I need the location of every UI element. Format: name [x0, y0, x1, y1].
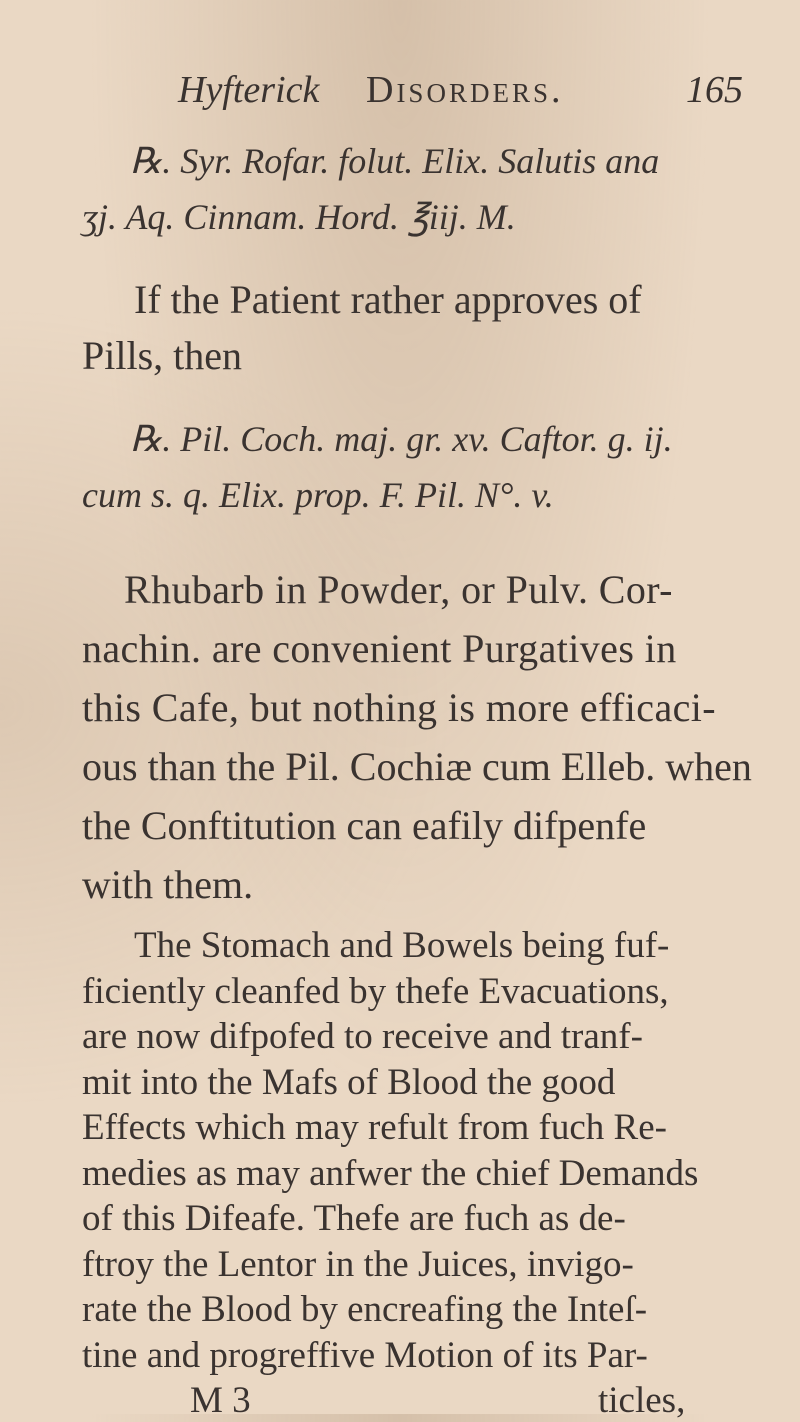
- text-line: ℞. Pil. Coch. maj. gr. xv. Caftor. g. ij.: [130, 419, 673, 459]
- text-line: ous than the Pil. Cochiæ cum Elleb. when: [82, 744, 752, 789]
- text-line: nachin. are convenient Purgatives in: [82, 626, 677, 671]
- text-line: ʒj. Aq. Cinnam. Hord. ℥iij. M.: [82, 197, 516, 237]
- text-line: ficiently cleanfed by thefe Evacuations,: [82, 971, 669, 1012]
- text-line: ℞. Syr. Rofar. folut. Elix. Salutis ana: [130, 141, 660, 181]
- running-title: Hyfterick: [178, 69, 320, 111]
- text-line: mit into the Mafs of Blood the good: [82, 1062, 616, 1103]
- signature-mark: M 3: [190, 1380, 251, 1421]
- text-line: are now difpofed to receive and tranf-: [82, 1016, 643, 1057]
- text-line: the Conftitution can eafily difpenfe: [82, 803, 647, 848]
- text-line: of this Difeafe. Thefe are fuch as de-: [82, 1198, 626, 1239]
- text-line: Effects which may refult from fuch Re-: [82, 1107, 667, 1148]
- page-number: 165: [686, 69, 743, 111]
- section-title: Disorders.: [366, 69, 564, 111]
- text-line: this Cafe, but nothing is more efficaci-: [82, 685, 716, 730]
- text-line: Rhubarb in Powder, or Pulv. Cor-: [124, 567, 673, 612]
- text-line: The Stomach and Bowels being fuf-: [134, 925, 670, 966]
- text-line: ftroy the Lentor in the Juices, invigo-: [82, 1244, 634, 1285]
- text-line: If the Patient rather approves of: [134, 277, 642, 322]
- text-line: medies as may anfwer the chief Demands: [82, 1153, 699, 1194]
- text-line: tine and progreffive Motion of its Par-: [82, 1335, 648, 1376]
- text-line: with them.: [82, 862, 254, 907]
- text-line: Pills, then: [82, 333, 243, 378]
- text-line: rate the Blood by encreafing the Inteſ-: [82, 1289, 648, 1330]
- catchword: ticles,: [598, 1380, 686, 1421]
- page-header: [0, 58, 800, 118]
- text-line: cum s. q. Elix. prop. F. Pil. N°. v.: [82, 475, 554, 515]
